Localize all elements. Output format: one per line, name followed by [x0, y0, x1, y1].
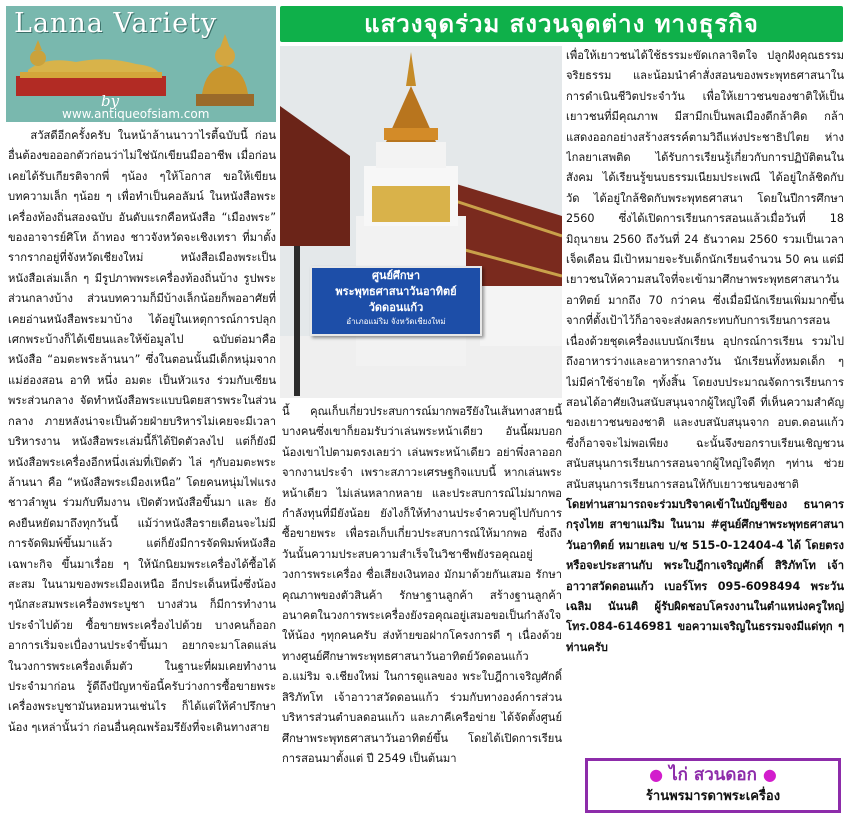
author-name-line — [588, 763, 838, 787]
article-headline: แสวงจุดร่วม สงวนจุดต่าง ทางธุรกิจ — [280, 6, 843, 42]
sign-line-4: อำเภอแม่ริม จังหวัดเชียงใหม่ — [346, 317, 446, 326]
author-signature-box — [585, 758, 841, 813]
column-3-paragraph-1: เพื่อให้เยาวชนได้ใช้ธรรมะขัดเกลาจิตใจ ปลูกฝังคุณธรรม จริยธรรม และน้อมนำคำสั่งสอนของพระพุทธศาสนาในการดำเนินชีวิตประจำวัน เพื่อให้เยาวชนของชาติให้เป็นเยาวชนที่มีคุณภาพ มีสามีกเป็นพลเมืองดีกล้าคิด กล้าแสดงออกอย่างสร้างสรรค์ตามวิถีแห่งประชาธิปไตย ห่างไกลยาเสพติด ได้รับการเรียนรู้เกี่ยวกับการปฏิบัติตนในสังคม ได้เรียนรู้ขนบธรรมเนียมประเพณี ได้อยู่ใกล้ชิดกับวัด ได้อยู่ใกล้ชิดกับพระพุทธศาสนา โดยในปีการศึกษา 2560 ซึ่งได้เปิดการเรียนการสอนแล้วเมื่อวันที่ 18 มิถุนายน 2560 ถึงวันที่ 24 ธันวาคม 2560 รวมเป็นเวลาเจ็ดเดือน มีเป้าหมายจะรับเด็กนักเรียนจำนวน 50 คน แต่มีเยาวชนให้ความสนใจที่จะเข้ามาศึกษาพระพุทธศาสนาวันอาทิตย์ มากถึง 70 กว่าคน ซึ่งเมื่อมีนักเรียนเพิ่มมากขึ้นจากที่ตั้งเป้าไว้ก็อาจจะส่งผลกระทบกับการเรียนการสอน เนื่องด้วยชุดเครื่องแบบนักเรียน อุปกรณ์การเรียน รวมไปถึงอาหารว่างและอาหารกลางวัน นักเรียนทั้งหมดเด็ก ๆไม่มีค่าใช้จ่ายใด ๆทั้งสิ้น โดยงบประมาณจัดการเรียนการสอนได้อาศัยเงินสนับสนุนจากผู้ใหญ่ใจดี ที่เห็นความสำคัญของเยาวชนของชาติ และงบสนับสนุนจาก อบต.ดอนแก้ว ซึ่งก็อาจจะไม่พอเพียง ฉะนั้นจึงขอกราบเรียนเชิญชวนสนับสนุนการเรียนการสอนจากผู้ใหญ่ใจดีทุก ๆท่าน ช่วยสนับสนุนการเรียนการสอนให้กับเยาวชนของชาติ — [566, 49, 844, 491]
sign-line-2: พระพุทธศาสนาวันอาทิตย์ — [335, 285, 457, 298]
temple-photo — [280, 46, 562, 398]
temple-sign — [310, 266, 482, 336]
lanna-variety-logo — [6, 6, 276, 122]
logo-url: www.antiqueofsiam.com — [62, 107, 210, 121]
author-shop: ร้านพรมารดาพระเครื่อง — [645, 789, 781, 804]
article-column-3 — [566, 46, 844, 702]
article-column-1 — [8, 126, 276, 814]
author-name: ไก่ สวนดอก — [669, 765, 757, 785]
bullet-icon: ● — [649, 765, 664, 784]
column-2-paragraph: นี้ คุณเก็บเกี่ยวประสบการณ์มากพอรึยังในเส้นทางสายนี้ บางคนซึ่งเขาก็ยอมรับว่าเล่นพระหน้าเดียว อันนี้ผมบอกน้องเขาไปตามตรงเลยว่า เล่นพระหน้าเดียว อย่าพึ่งลาออกจากงานประจำ เพราะสภาวะเศรษฐกิจแบบนี้ หากเล่นพระหน้าเดียว ไม่เล่นหลากหลาย และประสบการณ์ไม่มากพอ กำลังทุนที่มียังน้อย ยังไงก็ให้ทำงานประจำควบคู่ไปกับการซื้อขายพระ เพื่อรอเก็บเกี่ยวประสบการณ์ให้มากพอ ซึ่งถึงวันนั้นความประสบความสำเร็จในวิชาชีพยังรอคุณอยู่ วงการพระเครื่อง ซื่อเสียงเงินทอง มักมาด้วยกันเสมอ รักษาคุณภาพของตัวสินค้า รักษาฐานลูกค้า สร้างฐานลูกค้า อนาคตในวงการพระเครื่องยังรอคุณอยู่เสมอขอเป็นกำลังใจให้น้อง ๆทุกคนครับ ส่งท้ายขอฝากโครงการดี ๆ เนื่องด้วยทางศูนย์ศึกษาพระพุทธศาสนาวันอาทิตย์วัดดอนแก้ว อ.แม่ริม จ.เชียงใหม่ ในการดูแลของ พระใบฎีกาเจริญศักดิ์ สิริภัทโท เจ้าอาวาสวัดดอนแก้ว ร่วมกับทางองค์การส่วนบริหารส่วนตำบลดอนแก้ว และภาคีเครือข่าย ได้จัดตั้งศูนย์ศึกษาพระพุทธศาสนาวันอาทิตย์ขึ้น โดยได้เปิดการเรียนการสอนมาตั้งแต่ ปี 2549 เป็นต้นมา — [282, 405, 562, 765]
article-column-2 — [282, 402, 562, 814]
logo-title: Lanna Variety — [14, 8, 218, 39]
temple-stupa-illustration — [280, 46, 562, 398]
logo-by: by — [101, 92, 120, 110]
column-3-donation-paragraph: โดยท่านสามารถจะร่วมบริจาคเข้าในบัญชีของ ธนาคารกรุงไทย สาขาแม่ริม ในนาม #ศูนย์ศึกษาพระพุทธศาสนาวันอาทิตย์ หมายเลข บ/ช 515-0-12404-4 ได้ โดยตรง หรือจะประสานกับ พระใบฎีกาเจริญศักดิ์ สิริภัทโท เจ้าอาวาสวัดดอนแก้ว เบอร์โทร 095-6098494 พระวันเฉลิม นันนติ ผู้รับผิดชอบโครงงานในตำแหน่งครูใหญ่ โทร.084-6146981 ขอความเจริญในธรรมจงมีแด่ทุก ๆท่านครับ — [566, 497, 844, 654]
sign-line-3: วัดดอนแก้ว — [368, 301, 424, 314]
sign-line-1: ศูนย์ศึกษา — [371, 269, 421, 282]
bullet-icon: ● — [762, 765, 777, 784]
column-1-paragraph: สวัสดีอีกครั้งครับ ในหน้าล้านนาวาไรตี้ฉบับนี้ ก่อนอื่นต้องขอออกตัวก่อนว่าไม่ใช่นักเขียนมืออาชีพ เมื่อก่อนเคยได้รับเกียรติจากพี่ ๆน้อง ๆให้โอกาส ขอให้เขียนบทความเล็ก ๆน้อย ๆ เพื่อทำเป็นคอลัมน์ ในหนังสือพระเครื่องท้องถิ่นสองฉบับ อันดับแรกคือหนังสือ “เมืองพระ” ของอาจารย์ศิโห ถ้าทอง ชาวจังหวัดจะเชิงเทรา ที่มาตั้งรากรากอยู่ที่จังหวัดเชียงใหม่ หนังสือเมืองพระเป็นหนังสือเล่มเล็ก ๆ มีรูปภาพพระเครื่องท้องถิ่นบ้าง รูปพระส่วนกลางบ้าง ส่วนบทความก็มีบ้างเล็กน้อยก็พออาศัยที่เคยอ่านหนังสือพระมาบ้าง ได้อยู่ในเหตุการณ์การปลุกเศกพระบ้างก็ได้เขียนและให้ข้อมูลไป ฉบับต่อมาคือหนังสือ “อมตะพระล้านนา” ซึ่งในตอนนั้นมีเด็กหนุ่มจากแม่ฮ่องสอน อาทิ หนึ่ง อมตะ เป็นหัวแรง ร่วมกับเซียนพระส่วนกลาง จัดทำหนังสือพระแบบนิตยสารพระในส่วนกลาง ภายหลังน่าจะเป็นด้วยฝ่ายบริหารไม่เคยจะมีเวลาบริหารงาน หนังสือพระเล่มนี้ก็ได้ปิดตัวลงไป แต่ก็ยังมีหนังสือพระเครื่องอีกหนึ่งเล่มที่เปิดตัว ไล่ ๆกับอมตะพระล้านนา คือ “หนังสือพระเมืองเหนือ” โดยคนหนุ่มไฟแรงชาวลำพูน ร่วมกับทีมงาน เปิดตัวหนังสือขึ้นมา และ ยังคงยืนหยัดมาถึงทุกวันนี้ แม้ว่าหนังสือรายเดือนจะไม่มีการจัดพิมพ์ขึ้นมาแล้ว แต่ก็ยังมีการจัดพิมพ์หนังสือเฉพาะกิจ ขึ้นมาเรื่อย ๆ ให้นักนิยมพระเครื่องได้ซื้อได้สะสม ในนามของพระเมืองเหนือ อีกประเด็นหนึ่งซึ่งน้อง ๆนักสะสมพระเครื่องพระบูชา บางส่วน ก็มีการทำงานประจำไปด้วย ซื้อขายพระเครื่องไปด้วย บางคนก็ออกอาการเริ่มจะเบื่องานประจำขึ้นมา อยากจะมาโลดแล่นในวงการพระเครื่องเต็มตัว ในฐานะที่ผมเคยทำงานประจำมาก่อน รู้ดีถึงปัญหาข้อนี้ครับว่างการซื้อขายพระเครื่องพระบูชามันหอมหวนเช่นไร ก็ได้แต่ให้คำปรึกษาน้อง ๆเหล่านั้นว่า ก่อนอื่นคุณพร้อมรึยังที่จะเดินทางสาย — [8, 129, 276, 734]
